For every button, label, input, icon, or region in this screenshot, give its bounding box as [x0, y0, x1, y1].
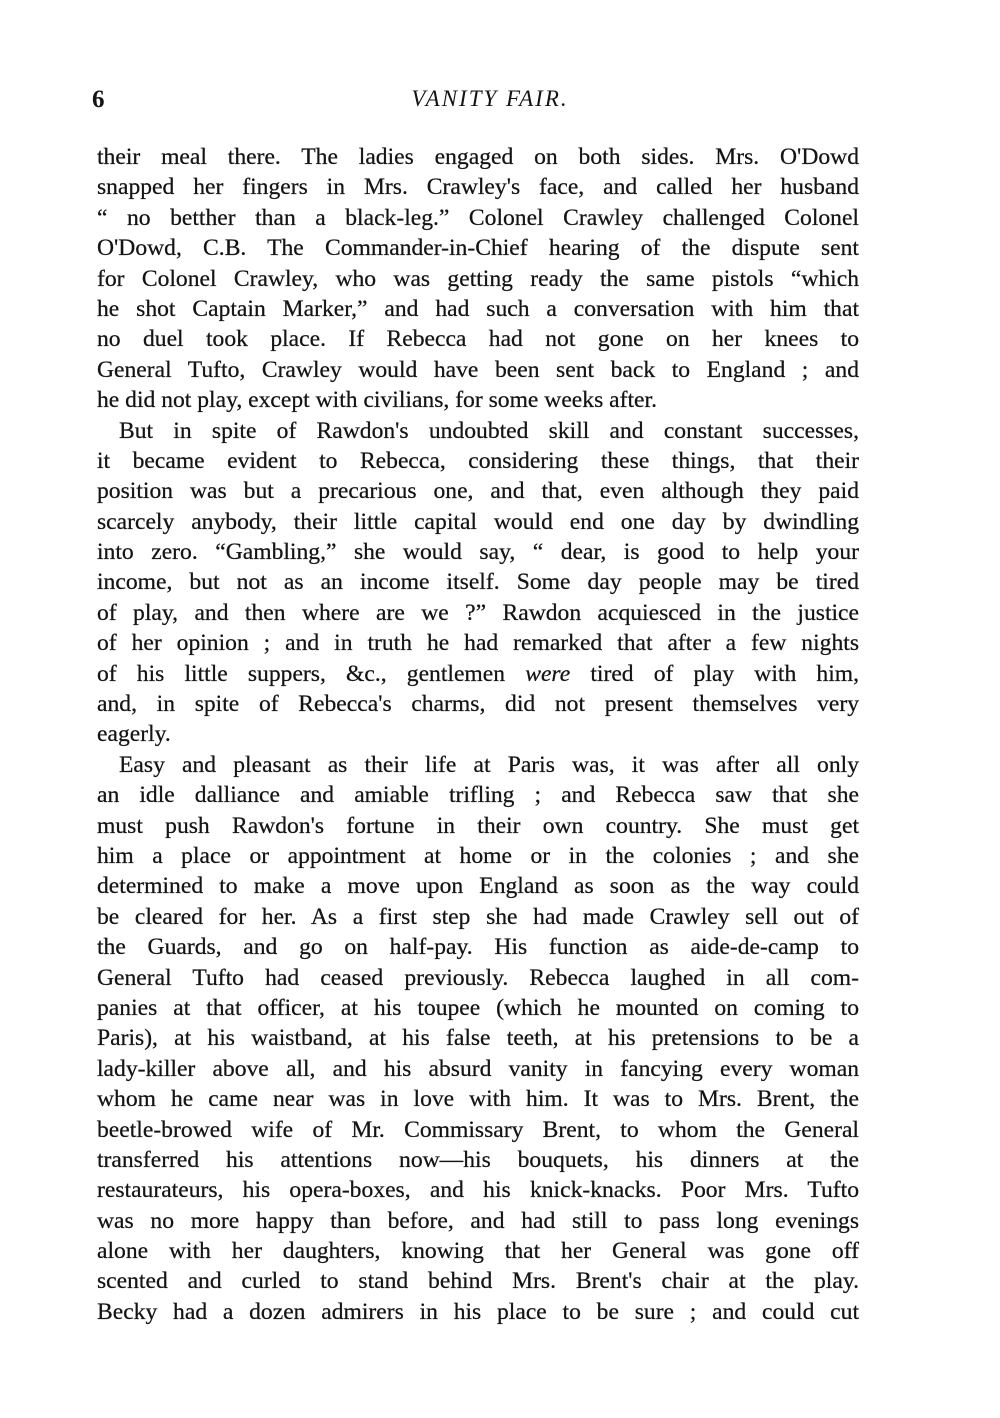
text-line: the Guards, and go on half-pay. His function as aide-de-camp to [97, 934, 859, 961]
text-line: Paris), at his waistband, at his false teeth, at his pretensions to be a [97, 1025, 859, 1052]
text-line: restaurateurs, his opera-boxes, and his knick-knacks. Poor Mrs. Tufto [97, 1177, 859, 1204]
text-line: O'Dowd, C.B. The Commander-in-Chief hearing of the dispute sent [97, 235, 859, 262]
text-line [97, 659, 859, 689]
text-line: Easy and pleasant as their life at Paris was, it was after all only [119, 751, 859, 778]
text-line: scarcely anybody, their little capital would end one day by dwindling [97, 508, 859, 535]
text-line: alone with her daughters, knowing that her General was gone off [97, 1238, 859, 1265]
text-line: income, but not as an income itself. Some day people may be tired [97, 569, 859, 596]
text-line: him a place or appointment at home or in the colonies ; and she [97, 842, 859, 869]
text-line: “ no betther than a black-leg.” Colonel Crawley challenged Colonel [97, 204, 859, 231]
text-line: snapped her fingers in Mrs. Crawley's face, and called her husband [97, 174, 859, 201]
page-number: 6 [92, 86, 105, 113]
text-line: panies at that officer, at his toupee (which he mounted on coming to [97, 994, 859, 1021]
text-line: he did not play, except with civilians, for some weeks after. [97, 387, 657, 414]
text-line: transferred his attentions now—his bouquets, his dinners at the [97, 1146, 859, 1173]
text-line: position was but a precarious one, and that, even although they paid [97, 478, 859, 505]
text-line: it became evident to Rebecca, considering these things, that their [97, 447, 859, 474]
text-line: must push Rawdon's fortune in their own country. She must get [97, 812, 859, 839]
text-line: But in spite of Rawdon's undoubted skill and constant successes, [119, 417, 859, 444]
text-line: into zero. “Gambling,” she would say, “ dear, is good to help your [97, 539, 859, 566]
text-line: General Tufto had ceased previously. Rebecca laughed in all com- [97, 964, 859, 991]
text-line: lady-killer above all, and his absurd vanity in fancying every woman [97, 1055, 859, 1082]
text-line: no duel took place. If Rebecca had not gone on her knees to [97, 326, 859, 353]
text-line: of play, and then where are we ?” Rawdon acquiesced in the justice [97, 599, 859, 626]
text-line: Becky had a dozen admirers in his place to be sure ; and could cut [97, 1298, 859, 1325]
text-line: for Colonel Crawley, who was getting ready the same pistols “which [97, 265, 859, 292]
text-segment: of his little suppers, &c., gentlemen [97, 660, 526, 687]
text-line: be cleared for her. As a first step she had made Crawley sell out of [97, 903, 859, 930]
text-line: their meal there. The ladies engaged on both sides. Mrs. O'Dowd [97, 144, 859, 170]
text-segment: tired of play with him, [570, 660, 859, 687]
text-line: was no more happy than before, and had still to pass long evenings [97, 1207, 859, 1234]
text-line: and, in spite of Rebecca's charms, did not present themselves very [97, 691, 859, 718]
text-line: an idle dalliance and amiable trifling ; and Rebecca saw that she [97, 782, 859, 809]
body-text [97, 142, 859, 1327]
running-head: VANITY FAIR. [411, 86, 569, 111]
text-line: General Tufto, Crawley would have been sent back to England ; and [97, 356, 859, 383]
text-line: of her opinion ; and in truth he had remarked that after a few nights [97, 630, 859, 657]
text-line: eagerly. [97, 721, 171, 748]
text-line: he shot Captain Marker,” and had such a conversation with him that [97, 295, 859, 322]
text-line: determined to make a move upon England as soon as the way could [97, 873, 859, 900]
text-line: beetle-browed wife of Mr. Commissary Brent, to whom the General [97, 1116, 859, 1143]
italic-word: were [525, 660, 571, 687]
text-line: scented and curled to stand behind Mrs. Brent's chair at the play. [97, 1268, 859, 1295]
text-line: whom he came near was in love with him. It was to Mrs. Brent, the [97, 1086, 859, 1113]
